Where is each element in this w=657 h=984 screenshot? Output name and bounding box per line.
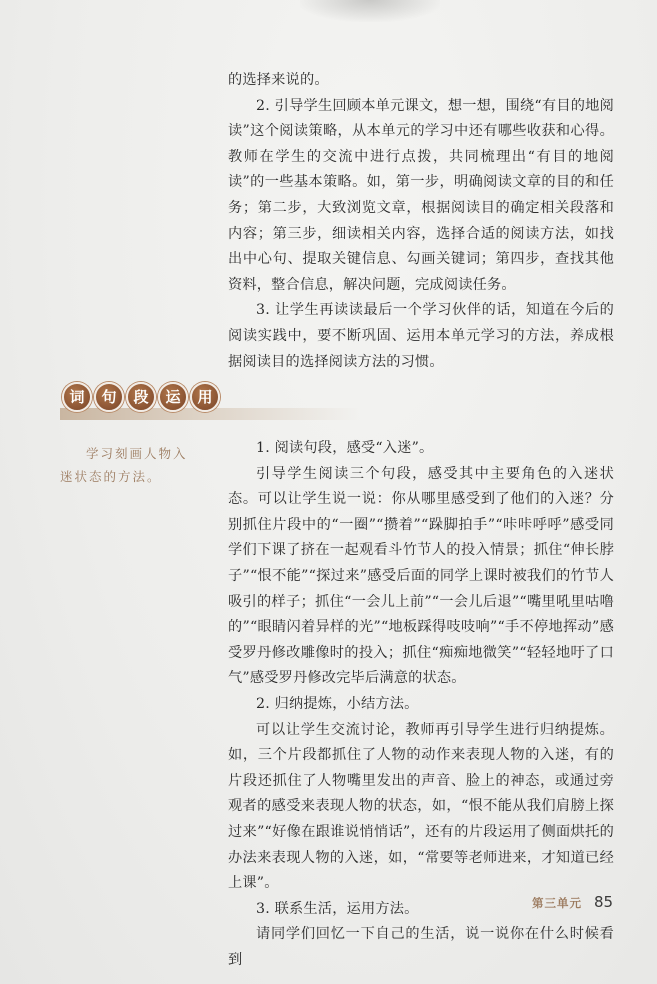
heading-chips (62, 382, 220, 412)
page-number: 85 (594, 893, 614, 911)
margin-note (60, 442, 210, 488)
section-heading (60, 382, 360, 416)
paragraph: 请同学们回忆一下自己的生活，说一说你在什么时候看到 (228, 926, 614, 968)
unit-label: 第三单元 (532, 896, 582, 910)
top-text-block (228, 68, 614, 375)
scan-shadow (300, 0, 440, 22)
heading-char: 用 (190, 382, 220, 412)
step-heading: 3. 联系生活，运用方法。 (256, 900, 419, 917)
step-heading: 1. 阅读句段，感受“入迷”。 (256, 440, 434, 456)
page-footer (532, 893, 613, 911)
margin-note-line: 学习刻画人物入 (86, 446, 188, 461)
paragraph: 2. 引导学生回顾本单元课文，想一想，围绕“有目的地阅读”这个阅读策略，从本单元的学习中还有哪些收获和心得。教师在学生的交流中进行点拨，共同梳理出“有目的地阅读”的一些基本策略。如，第一步，明确阅读文章的目的和任务；第二步，大致浏览文章，根据阅读目的确定相关段落和内容；第三步，细读相关内容，选择合适的阅读方法，如找出中心句、提取关键信息、勾画关键词；第四步，查找其他资料，整合信息，解决问题，完成阅读任务。 (228, 97, 614, 293)
heading-char: 句 (94, 382, 124, 412)
heading-char: 段 (126, 382, 156, 412)
paragraph: 引导学生阅读三个句段，感受其中主要角色的入迷状态。可以让学生说一说：你从哪里感受到了他们的入迷？分别抓住片段中的“一圈”“攒着”“跺脚拍手”“咔咔呼呼”感受同学们下课了挤在一起观看斗竹节人的投入情景；抓住“伸长脖子”“恨不能”“探过来”感受后面的同学上课时被我们的竹节人吸引的样子；抓住“一会儿上前”“一会儿后退”“嘴里吼里咕噜的”“眼睛闪着异样的光”“地板踩得吱吱响”“手不停地挥动”感受罗丹修改雕像时的投入；抓住“痴痴地微笑”“轻轻地吁了口气”感受罗丹修改完毕后满意的状态。 (228, 465, 614, 687)
heading-char: 词 (62, 382, 92, 412)
paragraph: 3. 让学生再读读最后一个学习伙伴的话，知道在今后的阅读实践中，要不断巩固、运用本单元学习的方法，养成根据阅读目的选择阅读方法的习惯。 (228, 302, 614, 370)
margin-note-line: 迷状态的方法。 (60, 469, 162, 484)
paragraph: 的选择来说的。 (228, 72, 329, 88)
heading-char: 运 (158, 382, 188, 412)
step-heading: 2. 归纳提炼，小结方法。 (256, 695, 419, 712)
paragraph: 可以让学生交流讨论，教师再引导学生进行归纳提炼。如，三个片段都抓住了人物的动作来表现人物的入迷，有的片段还抓住了人物嘴里发出的声音、脸上的神态，或通过旁观者的感受来表现人物的状态，如，“恨不能从我们肩膀上探过来”“好像在跟谁说悄悄话”，还有的片段运用了侧面烘托的办法来表现人物的入迷，如，“常要等老师进来，才知道已经上课”。 (228, 721, 614, 892)
